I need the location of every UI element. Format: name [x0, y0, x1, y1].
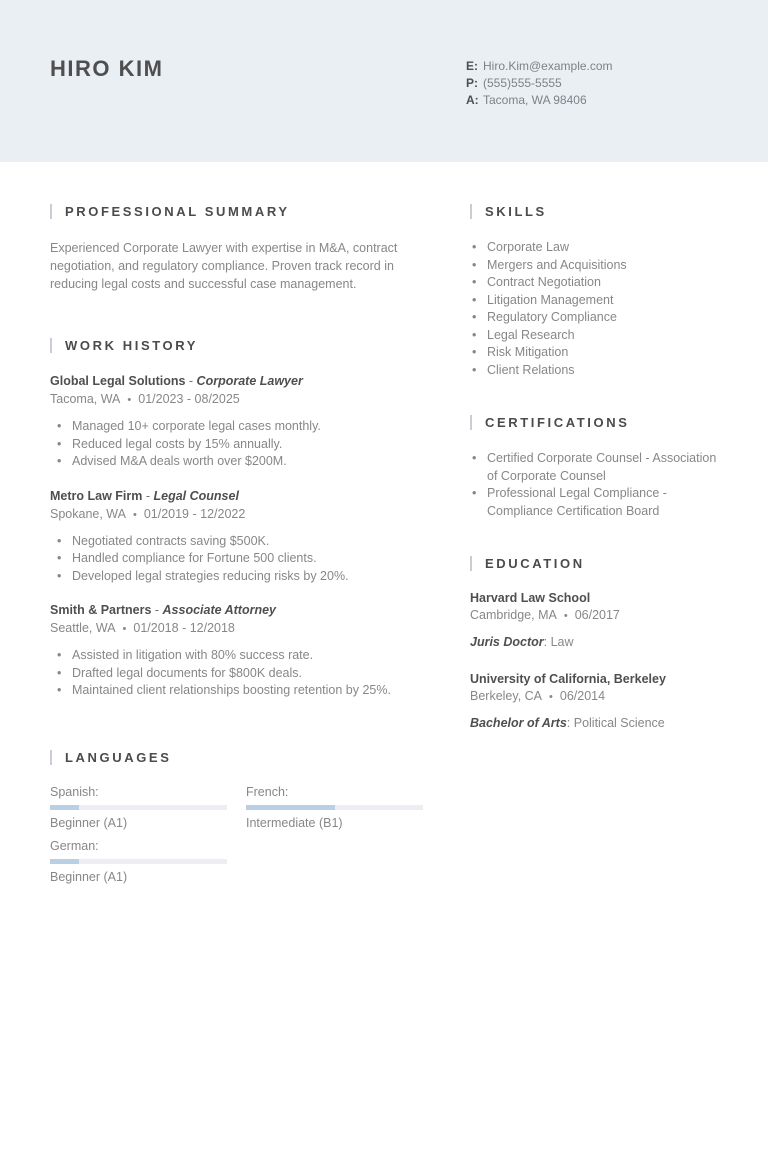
- job-meta-line: [50, 392, 405, 406]
- section-skills: [470, 204, 718, 379]
- degree-name: Bachelor of Arts: [470, 716, 567, 730]
- job-role: Associate Attorney: [162, 603, 276, 617]
- separator: -: [142, 488, 154, 503]
- language-level: Intermediate (B1): [246, 815, 343, 830]
- language-item: [246, 785, 423, 830]
- job-bullet: • Managed 10+ corporate legal cases monthly.: [50, 418, 405, 436]
- contact-address-row: [466, 92, 613, 109]
- job-bullet: • Assisted in litigation with 80% success rate.: [50, 647, 405, 665]
- job-bullet: • Advised M&A deals worth over $200M.: [50, 453, 405, 471]
- job-meta-line: [50, 621, 405, 635]
- dot-separator: •: [127, 394, 132, 406]
- email-label: E:: [466, 59, 478, 73]
- phone-value: (555)555-5555: [483, 76, 562, 90]
- skills-title: SKILLS: [485, 204, 547, 219]
- skill-item: • Regulatory Compliance: [470, 309, 718, 327]
- job-bullet: • Handled compliance for Fortune 500 clients.: [50, 550, 405, 568]
- skills-heading: [470, 204, 718, 219]
- job-bullet-list: [50, 418, 405, 471]
- language-name: German:: [50, 838, 99, 853]
- skill-item: • Mergers and Acquisitions: [470, 257, 718, 275]
- separator: :: [543, 635, 551, 649]
- job-bullet: • Drafted legal documents for $800K deals.: [50, 665, 405, 683]
- section-bar-icon: [50, 338, 52, 353]
- separator: -: [185, 374, 197, 388]
- dot-separator: •: [122, 623, 127, 635]
- job-bullet: • Negotiated contracts saving $500K.: [50, 533, 405, 551]
- job-bullet-list: [50, 533, 405, 586]
- graduation-date: 06/2017: [574, 608, 620, 622]
- section-bar-icon: [470, 204, 472, 219]
- job-dates: 01/2023 - 08/2025: [138, 392, 240, 406]
- degree-line: [470, 716, 718, 730]
- company-name: Global Legal Solutions: [50, 374, 186, 388]
- school-location: Cambridge, MA: [470, 608, 557, 622]
- left-column: [50, 204, 405, 884]
- certification-item: • Professional Legal Compliance - Compliance Certification Board: [470, 485, 718, 520]
- company-name: Smith & Partners: [50, 603, 152, 617]
- section-education: [470, 556, 718, 730]
- job-title-line: [50, 488, 405, 504]
- graduation-date: 06/2014: [559, 689, 606, 703]
- languages-grid: [50, 785, 405, 884]
- job-bullet: • Developed legal strategies reducing risks by 20%.: [50, 568, 405, 586]
- education-meta-line: [470, 689, 718, 703]
- separator: -: [151, 603, 163, 617]
- section-bar-icon: [50, 204, 52, 219]
- summary-heading: [50, 204, 405, 219]
- work-heading: [50, 338, 405, 353]
- education-meta-line: [470, 608, 718, 622]
- email-value: Hiro.Kim@example.com: [483, 59, 613, 73]
- job-bullet: • Reduced legal costs by 15% annually.: [50, 436, 405, 454]
- resume-body: [0, 162, 768, 884]
- job-location: Seattle, WA: [50, 621, 116, 635]
- language-progress-track: [50, 859, 227, 864]
- address-value: Tacoma, WA 98406: [483, 93, 587, 107]
- summary-text: Experienced Corporate Lawyer with expertise in M&A, contract negotiation, and regulatory compliance. Proven track record in reducing legal costs and successful case management.: [50, 241, 398, 291]
- dot-separator: •: [132, 508, 137, 521]
- job-title-line: [50, 602, 405, 618]
- language-item: [50, 839, 227, 884]
- school-name: Harvard Law School: [470, 591, 591, 605]
- job-role: Corporate Lawyer: [196, 374, 303, 388]
- job-title-line: [50, 373, 405, 389]
- job-entry: [50, 602, 405, 700]
- language-name: French:: [246, 784, 289, 799]
- section-bar-icon: [470, 415, 472, 430]
- right-column: [470, 204, 718, 884]
- section-work-history: [50, 338, 405, 700]
- languages-heading: [50, 750, 405, 765]
- education-title: EDUCATION: [485, 556, 585, 571]
- job-entry: [50, 488, 405, 586]
- section-bar-icon: [470, 556, 472, 571]
- skills-list: [470, 239, 718, 379]
- language-progress-track: [246, 805, 423, 810]
- job-bullet: • Maintained client relationships boosting retention by 25%.: [50, 682, 405, 700]
- company-name: Metro Law Firm: [50, 488, 143, 503]
- job-meta-line: [50, 507, 405, 521]
- language-name: Spanish:: [50, 784, 99, 799]
- skill-item: • Legal Research: [470, 327, 718, 345]
- skill-item: • Contract Negotiation: [470, 274, 718, 292]
- dot-separator: •: [549, 691, 553, 703]
- work-title: WORK HISTORY: [65, 338, 199, 353]
- contact-info: [466, 58, 613, 109]
- section-bar-icon: [50, 750, 52, 765]
- language-progress-track: [50, 805, 227, 810]
- education-entry: [470, 591, 718, 649]
- section-certifications: [470, 415, 718, 520]
- job-role: Legal Counsel: [153, 488, 239, 503]
- summary-title: PROFESSIONAL SUMMARY: [65, 204, 290, 219]
- language-level: Beginner (A1): [50, 815, 128, 830]
- separator: :: [566, 716, 574, 730]
- header: [0, 0, 768, 162]
- skill-item: • Client Relations: [470, 362, 718, 380]
- job-location: Tacoma, WA: [50, 392, 121, 406]
- contact-phone-row: [466, 75, 613, 92]
- languages-title: LANGUAGES: [65, 749, 172, 765]
- language-progress-fill: [246, 805, 335, 810]
- language-level: Beginner (A1): [50, 869, 128, 884]
- certifications-title: CERTIFICATIONS: [485, 415, 630, 430]
- contact-email-row: [466, 58, 613, 75]
- language-progress-fill: [50, 859, 79, 864]
- address-label: A:: [466, 93, 479, 107]
- phone-label: P:: [466, 76, 478, 90]
- job-dates: 01/2018 - 12/2018: [133, 621, 235, 635]
- education-entry: [470, 672, 718, 730]
- education-heading: [470, 556, 718, 571]
- job-entry: [50, 373, 405, 471]
- certification-item: • Certified Corporate Counsel - Association of Corporate Counsel: [470, 450, 718, 485]
- school-name: University of California, Berkeley: [470, 672, 666, 686]
- language-progress-fill: [50, 805, 79, 810]
- job-location: Spokane, WA: [50, 506, 126, 521]
- field-of-study: Political Science: [573, 716, 665, 730]
- skill-item: • Risk Mitigation: [470, 344, 718, 362]
- job-bullet-list: [50, 647, 405, 700]
- degree-line: [470, 635, 718, 649]
- dot-separator: •: [563, 610, 568, 622]
- skill-item: • Corporate Law: [470, 239, 718, 257]
- certifications-list: [470, 450, 718, 520]
- person-name: HIRO KIM: [50, 56, 164, 81]
- section-professional-summary: [50, 204, 405, 293]
- job-dates: 01/2019 - 12/2022: [143, 506, 246, 521]
- section-languages: [50, 750, 405, 884]
- language-item: [50, 785, 227, 830]
- certifications-heading: [470, 415, 718, 430]
- field-of-study: Law: [550, 635, 574, 649]
- degree-name: Juris Doctor: [470, 635, 544, 649]
- skill-item: • Litigation Management: [470, 292, 718, 310]
- school-location: Berkeley, CA: [470, 689, 543, 703]
